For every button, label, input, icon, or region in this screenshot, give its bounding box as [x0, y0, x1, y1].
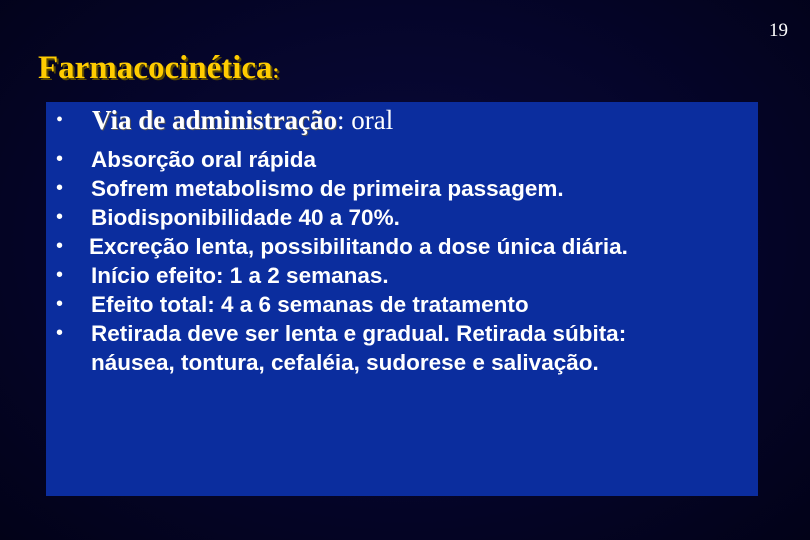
bullet-icon: •: [56, 293, 64, 315]
route-label: Via de administração: [92, 105, 337, 135]
list-item: [56, 203, 746, 232]
bullet-icon: •: [56, 206, 64, 228]
list-item-text: Efeito total: 4 a 6 semanas de tratamento: [91, 292, 529, 317]
list-item-text: Sofrem metabolismo de primeira passagem.: [91, 176, 564, 201]
list-item: [56, 174, 746, 203]
list-item-text: Excreção lenta, possibilitando a dose única diária.: [89, 234, 628, 259]
bullet-icon: •: [56, 235, 64, 257]
list-item-text: Absorção oral rápida: [91, 147, 317, 172]
slide-number: 19: [769, 20, 788, 41]
bullet-icon: •: [56, 109, 64, 131]
slide-title-text: Farmacocinética: [38, 50, 273, 86]
slide-title: [38, 50, 279, 87]
bullet-icon: •: [56, 148, 64, 170]
list-item: [56, 290, 746, 319]
list-item: [56, 319, 746, 377]
slide-title-suffix: :: [272, 61, 280, 83]
list-item-text: Retirada deve ser lenta e gradual. Retirada súbita: náusea, tontura, cefaléia, sudorese e salivação.: [91, 321, 627, 375]
bullet-icon: •: [56, 322, 64, 344]
bullet-icon: •: [56, 264, 64, 286]
bullet-list: [56, 145, 746, 377]
bullet-icon: •: [56, 177, 64, 199]
list-item: [56, 261, 746, 290]
list-item-text: Biodisponibilidade 40 a 70%.: [91, 205, 400, 230]
route-item: [56, 105, 393, 136]
route-value: : oral: [337, 105, 394, 135]
list-item: [56, 232, 746, 261]
list-item-text: Início efeito: 1 a 2 semanas.: [91, 263, 389, 288]
list-item: [56, 145, 746, 174]
